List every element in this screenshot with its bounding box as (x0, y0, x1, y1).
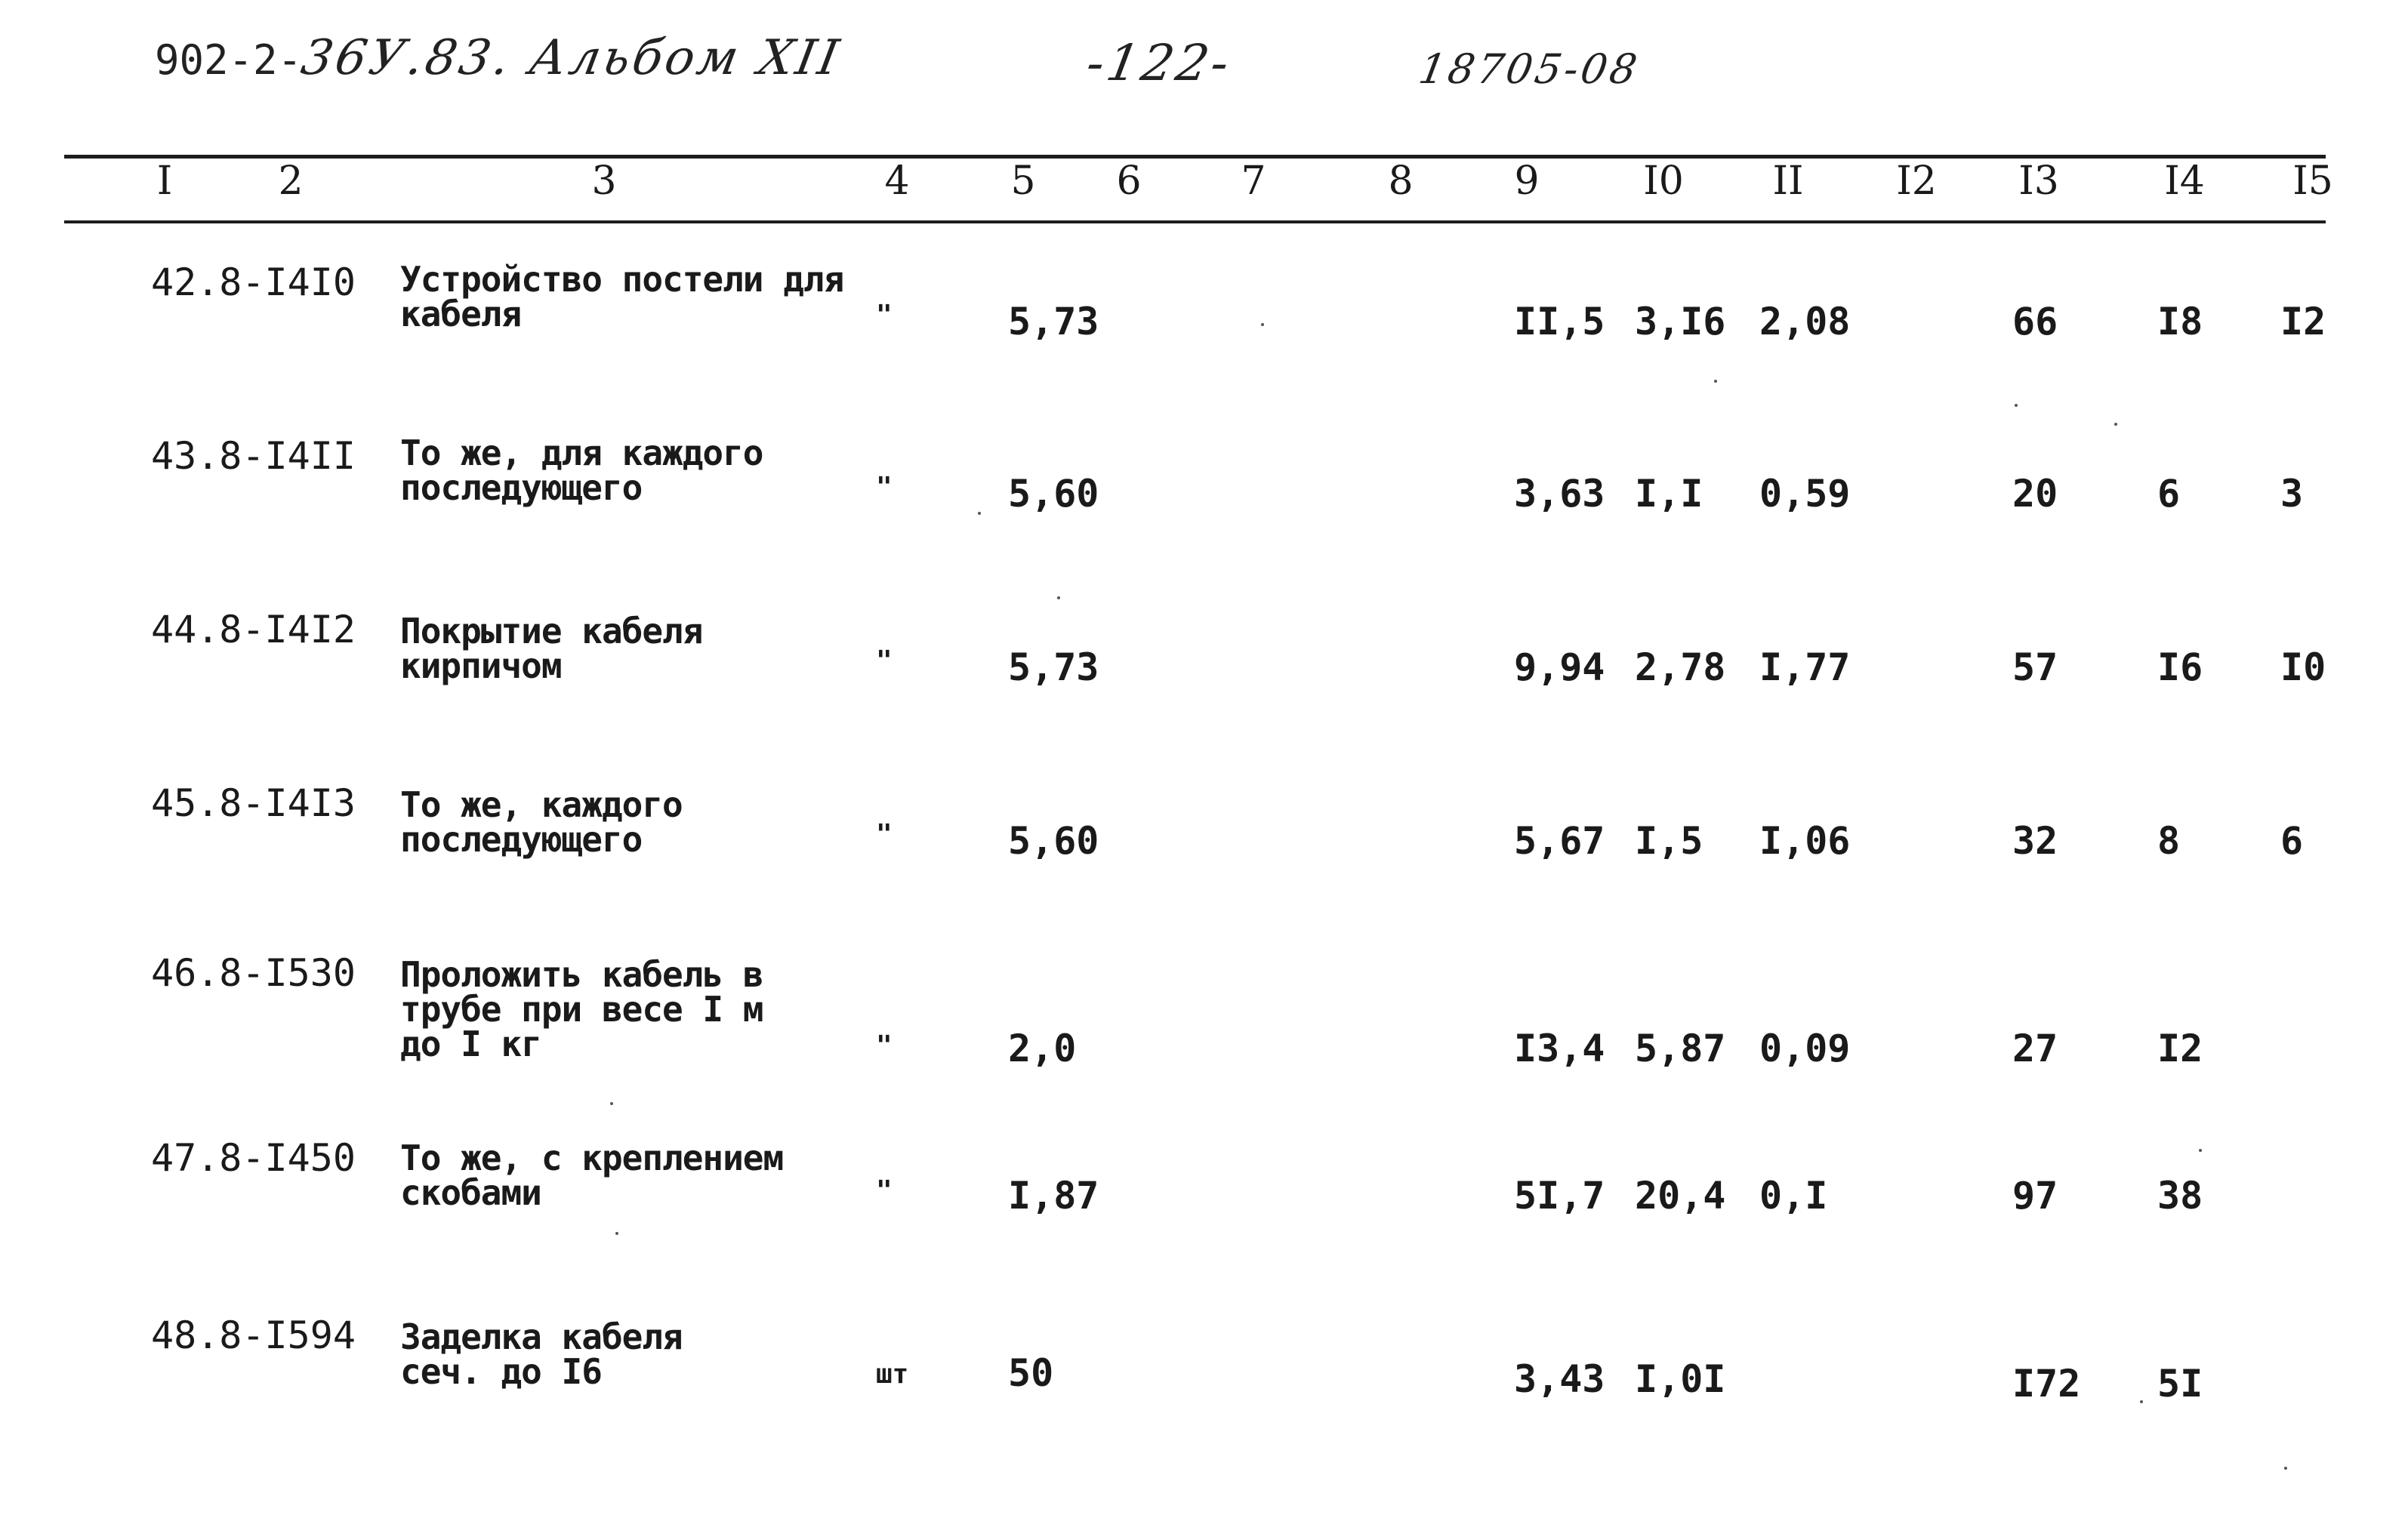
column-number-11: II (1772, 159, 1804, 204)
row-col-10: 3,I6 (1635, 300, 1726, 343)
row-col-9: II,5 (1514, 300, 1605, 343)
column-number-8: 8 (1388, 159, 1414, 204)
row-col-11: 2,08 (1759, 300, 1851, 343)
row-description: Покрытие кабеля кирпичом (400, 611, 703, 686)
row-col-15: I2 (2280, 300, 2326, 343)
row-unit: " (876, 1175, 893, 1206)
row-unit: шт (876, 1359, 909, 1390)
row-col-11: 0,I (1759, 1174, 1828, 1218)
row-code: 47.8-I450 (151, 1136, 356, 1180)
column-number-10: I0 (1643, 159, 1684, 204)
row-col-13: I72 (2012, 1362, 2081, 1406)
row-description: Устройство постели для кабеля (400, 259, 844, 334)
row-unit: " (876, 300, 893, 331)
row-col-9: 3,43 (1514, 1357, 1605, 1401)
row-col-14: 38 (2157, 1174, 2203, 1218)
row-col-15: 3 (2280, 472, 2304, 516)
row-col-11: I,06 (1759, 819, 1851, 863)
row-unit: " (876, 645, 893, 676)
row-col-9: 3,63 (1514, 472, 1605, 516)
document-code-handwritten: 36У.83. Альбом XII (297, 30, 846, 86)
row-col-14: I2 (2157, 1027, 2203, 1070)
scan-speck (1261, 323, 1264, 326)
row-description: То же, с креплением скобами (400, 1138, 784, 1213)
row-col-13: 27 (2012, 1027, 2058, 1070)
row-description: То же, для каждого последующего (400, 433, 763, 508)
column-number-12: I2 (1896, 159, 1937, 204)
row-col-10: I,0I (1635, 1357, 1726, 1401)
row-description: Проложить кабель в трубе при весе I м до I кг (400, 954, 763, 1064)
scan-speck (2199, 1149, 2202, 1152)
scan-speck (610, 1102, 613, 1105)
row-col-14: 6 (2157, 472, 2181, 516)
row-code: 42.8-I4I0 (151, 260, 356, 304)
row-col-10: I,I (1635, 472, 1703, 516)
column-number-5: 5 (1010, 159, 1036, 204)
column-number-7: 7 (1241, 159, 1266, 204)
row-col-14: 8 (2157, 819, 2181, 863)
row-col-5: 5,60 (1008, 819, 1099, 863)
row-unit: " (876, 472, 893, 503)
table-header-rule (64, 220, 2326, 223)
row-col-10: 5,87 (1635, 1027, 1726, 1070)
row-col-9: 9,94 (1514, 645, 1605, 689)
column-number-15: I5 (2292, 159, 2333, 204)
row-col-9: 5I,7 (1514, 1174, 1605, 1218)
row-col-10: I,5 (1635, 819, 1703, 863)
scan-speck (2284, 1467, 2287, 1470)
row-col-9: I3,4 (1514, 1027, 1605, 1070)
row-unit: " (876, 1030, 893, 1061)
row-col-5: 5,73 (1008, 300, 1099, 343)
row-col-5: I,87 (1008, 1174, 1099, 1218)
scan-speck (2114, 423, 2117, 426)
row-col-11: 0,59 (1759, 472, 1851, 516)
column-number-13: I3 (2018, 159, 2059, 204)
row-description: Заделка кабеля сеч. до I6 (400, 1316, 683, 1392)
row-code: 48.8-I594 (151, 1313, 356, 1357)
row-col-14: I6 (2157, 645, 2203, 689)
column-number-4: 4 (884, 159, 910, 204)
row-description: То же, каждого последующего (400, 784, 683, 860)
row-col-11: I,77 (1759, 645, 1851, 689)
row-col-9: 5,67 (1514, 819, 1605, 863)
column-number-1: I (156, 159, 173, 204)
row-col-15: 6 (2280, 819, 2304, 863)
scan-speck (2015, 404, 2018, 407)
inventory-number: 18705-08 (1415, 45, 1644, 93)
row-code: 43.8-I4II (151, 434, 356, 478)
scan-speck (978, 512, 981, 515)
row-col-13: 32 (2012, 819, 2058, 863)
row-code: 44.8-I4I2 (151, 608, 356, 651)
scan-speck (1057, 596, 1060, 599)
row-col-14: 5I (2157, 1362, 2203, 1406)
column-number-14: I4 (2164, 159, 2205, 204)
document-code-printed: 902-2- (155, 36, 303, 84)
row-col-5: 5,73 (1008, 645, 1099, 689)
row-col-15: I0 (2280, 645, 2326, 689)
row-col-5: 2,0 (1008, 1027, 1077, 1070)
row-col-13: 20 (2012, 472, 2058, 516)
row-col-5: 50 (1008, 1351, 1054, 1395)
row-code: 46.8-I530 (151, 951, 356, 995)
column-number-9: 9 (1514, 159, 1540, 204)
scan-speck (1714, 380, 1717, 383)
row-col-10: 2,78 (1635, 645, 1726, 689)
scan-speck (615, 1232, 618, 1235)
row-col-13: 66 (2012, 300, 2058, 343)
row-col-13: 57 (2012, 645, 2058, 689)
row-code: 45.8-I4I3 (151, 781, 356, 825)
column-number-2: 2 (278, 159, 304, 204)
row-col-14: I8 (2157, 300, 2203, 343)
row-col-10: 20,4 (1635, 1174, 1726, 1218)
row-unit: " (876, 819, 893, 850)
row-col-5: 5,60 (1008, 472, 1099, 516)
row-col-13: 97 (2012, 1174, 2058, 1218)
column-number-3: 3 (591, 159, 617, 204)
page-number: -122- (1082, 34, 1237, 92)
row-col-11: 0,09 (1759, 1027, 1851, 1070)
table-top-rule (64, 155, 2326, 159)
column-number-6: 6 (1116, 159, 1142, 204)
document-code (155, 30, 846, 86)
scan-speck (2140, 1400, 2143, 1403)
